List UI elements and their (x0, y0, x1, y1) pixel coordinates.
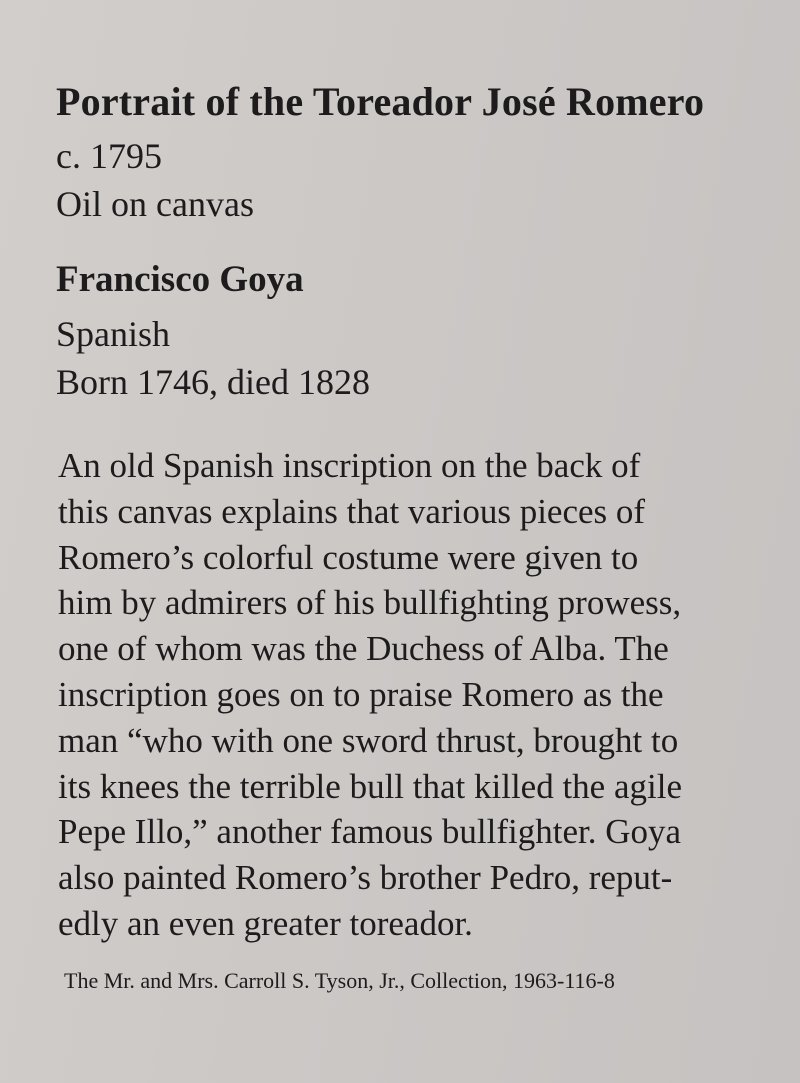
description-line: this canvas explains that various pieces of (58, 491, 646, 531)
description-line: Romero’s colorful costume were given to (58, 537, 639, 577)
description-line: man “who with one sword thrust, brought to (58, 720, 679, 760)
description-line: inscription goes on to praise Romero as the (58, 674, 664, 714)
description-line: also painted Romero’s brother Pedro, reput- (58, 858, 673, 898)
artist-lifespan: Born 1746, died 1828 (56, 362, 370, 402)
description-line: one of whom was the Duchess of Alba. The (58, 629, 669, 669)
artwork-title: Portrait of the Toreador José Romero (56, 79, 705, 124)
artist-name: Francisco Goya (56, 259, 304, 300)
artist-nationality: Spanish (56, 314, 171, 354)
description-line: its knees the terrible bull that killed the agile (58, 766, 682, 806)
credit-line: The Mr. and Mrs. Carroll S. Tyson, Jr., Collection, 1963-116-8 (64, 968, 615, 993)
description-line: him by admirers of his bullfighting prowess, (58, 583, 682, 623)
description-paragraph (58, 443, 758, 947)
artwork-medium: Oil on canvas (56, 184, 254, 224)
description-line: An old Spanish inscription on the back of (58, 446, 641, 485)
description-line: edly an even greater toreador. (58, 903, 473, 943)
artwork-date: c. 1795 (56, 136, 162, 176)
description-line: Pepe Illo,” another famous bullfighter. Goya (58, 812, 682, 852)
